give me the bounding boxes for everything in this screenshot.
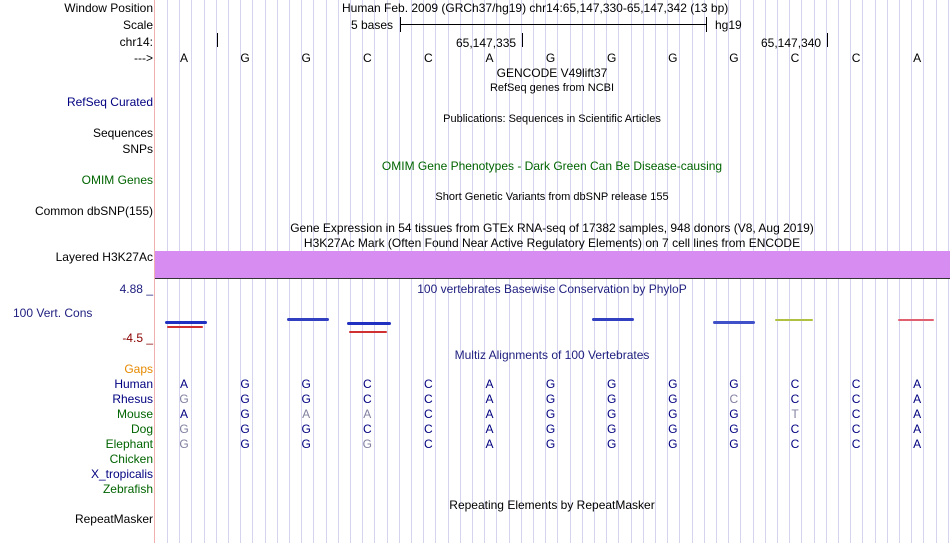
sequence-base: G xyxy=(668,51,678,65)
alignment-base: A xyxy=(485,392,494,406)
track-label-sequences[interactable]: Sequences xyxy=(92,126,153,140)
cons-bar xyxy=(775,319,813,321)
species-label-dog[interactable]: Dog xyxy=(130,422,153,436)
alignment-base: A xyxy=(485,422,494,436)
sequence-base: C xyxy=(424,51,433,65)
sequence-base: C xyxy=(851,51,861,65)
sequence-base: A xyxy=(913,51,922,65)
scale-bar-left-tick xyxy=(400,17,401,32)
scale-label: Scale xyxy=(122,18,153,32)
chrom-label: chr14: xyxy=(119,35,153,49)
alignment-base: A xyxy=(363,407,372,421)
alignment-base: C xyxy=(424,437,433,451)
sequence-base: G xyxy=(240,51,250,65)
alignment-base: G xyxy=(240,407,250,421)
alignment-base: A xyxy=(485,407,494,421)
species-label-zebrafish[interactable]: Zebrafish xyxy=(102,482,153,496)
species-label-human[interactable]: Human xyxy=(114,377,153,391)
alignment-base: G xyxy=(668,422,678,436)
cons-bar-negative xyxy=(349,331,387,333)
alignment-base: G xyxy=(668,407,678,421)
alignment-base: C xyxy=(851,437,861,451)
alignment-base: G xyxy=(240,377,250,391)
track-label-cons[interactable]: 100 Vert. Cons xyxy=(13,306,93,320)
cons-max-label: 4.88 _ xyxy=(119,282,153,296)
publications-title: Publications: Sequences in Scientific Articles xyxy=(443,113,661,125)
alignment-base: G xyxy=(729,437,739,451)
sequence-base: G xyxy=(729,51,739,65)
cons-bar xyxy=(898,319,934,321)
cons-title: 100 vertebrates Basewise Conservation by PhyloP xyxy=(417,282,687,296)
alignment-base: C xyxy=(851,422,861,436)
sequence-base: A xyxy=(485,51,494,65)
alignment-base: A xyxy=(913,437,922,451)
alignment-base: A xyxy=(913,377,922,391)
alignment-base: C xyxy=(851,377,861,391)
track-label-repeatmasker[interactable]: RepeatMasker xyxy=(74,512,153,526)
alignment-base: G xyxy=(301,422,311,436)
alignment-base: G xyxy=(545,392,556,406)
cons-bar xyxy=(165,321,207,324)
alignment-base: G xyxy=(607,392,617,406)
ruler-tick xyxy=(217,33,218,47)
alignment-base: G xyxy=(545,377,556,391)
alignment-base: G xyxy=(607,407,617,421)
ruler-tick xyxy=(827,33,828,47)
sequence-base: A xyxy=(179,51,188,65)
alignment-base: G xyxy=(301,377,311,391)
alignment-base: G xyxy=(545,437,556,451)
track-label-snps[interactable]: SNPs xyxy=(122,142,153,156)
alignment-base: G xyxy=(607,422,617,436)
scale-text: 5 bases xyxy=(351,18,394,32)
alignment-base: G xyxy=(240,392,250,406)
alignment-base: G xyxy=(301,392,311,406)
track-label-refseq[interactable]: RefSeq Curated xyxy=(66,95,153,109)
assembly-label: hg19 xyxy=(715,18,742,32)
alignment-base: C xyxy=(851,392,861,406)
ruler-pos-2: 65,147,340 xyxy=(761,36,822,50)
alignment-base: T xyxy=(791,407,799,421)
alignment-base: A xyxy=(179,377,188,391)
strand-label[interactable]: ---> xyxy=(134,51,153,65)
sequence-base: C xyxy=(362,51,372,65)
ruler-pos-1: 65,147,335 xyxy=(456,36,517,50)
cons-min-label: -4.5 _ xyxy=(122,331,153,345)
alignment-base: G xyxy=(240,437,250,451)
alignment-base: A xyxy=(913,422,922,436)
cons-bar xyxy=(347,322,391,325)
window-position-value: Human Feb. 2009 (GRCh37/hg19) chr14:65,147,330-65,147,342 (13 bp) xyxy=(342,1,729,15)
ruler-tick xyxy=(522,33,523,47)
alignment-base: C xyxy=(362,392,372,406)
alignment-base: G xyxy=(729,377,739,391)
sequence-base: C xyxy=(790,51,800,65)
alignment-base: A xyxy=(179,407,188,421)
alignment-base: C xyxy=(424,377,433,391)
cons-bar xyxy=(713,321,755,324)
alignment-base: C xyxy=(790,437,800,451)
species-label-x_tropicalis[interactable]: X_tropicalis xyxy=(90,467,153,481)
h3k27ac-signal[interactable] xyxy=(155,251,950,279)
alignment-base: G xyxy=(179,437,189,451)
refseq-subtitle: RefSeq genes from NCBI xyxy=(489,82,615,94)
track-label-h3k27ac[interactable]: Layered H3K27Ac xyxy=(55,250,153,264)
alignment-base: G xyxy=(179,422,189,436)
alignment-base: G xyxy=(301,437,311,451)
species-label-mouse[interactable]: Mouse xyxy=(116,407,153,421)
alignment-base: A xyxy=(302,407,311,421)
alignment-base: G xyxy=(729,422,739,436)
alignment-base: C xyxy=(729,392,739,406)
dbsnp-title: Short Genetic Variants from dbSNP release 155 xyxy=(435,191,669,203)
cons-bar-negative xyxy=(167,326,203,328)
alignment-base: G xyxy=(240,422,250,436)
scale-bar xyxy=(400,24,706,25)
alignment-base: C xyxy=(790,392,800,406)
species-label-chicken[interactable]: Chicken xyxy=(109,452,153,466)
alignment-base: G xyxy=(362,437,372,451)
alignment-base: A xyxy=(485,437,494,451)
alignment-base: A xyxy=(913,392,922,406)
gtex-title: Gene Expression in 54 tissues from GTEx RNA-seq of 17382 samples, 948 donors (V8, Aug 2019) xyxy=(290,221,814,235)
alignment-base: G xyxy=(607,437,617,451)
track-label-dbsnp[interactable]: Common dbSNP(155) xyxy=(34,204,153,218)
window-position-label: Window Position xyxy=(64,1,153,15)
sequence-base: G xyxy=(545,51,556,65)
species-label-rhesus[interactable]: Rhesus xyxy=(112,392,153,406)
track-label-gaps[interactable]: Gaps xyxy=(124,362,153,376)
alignment-base: G xyxy=(607,377,617,391)
alignment-base: G xyxy=(179,392,189,406)
alignment-base: C xyxy=(362,422,372,436)
alignment-base: G xyxy=(545,407,556,421)
track-label-omim[interactable]: OMIM Genes xyxy=(81,173,153,187)
alignment-base: C xyxy=(424,422,433,436)
sequence-base: G xyxy=(301,51,311,65)
alignment-base: C xyxy=(790,422,800,436)
alignment-base: C xyxy=(424,407,433,421)
cons-bar xyxy=(287,318,329,321)
alignment-base: A xyxy=(913,407,922,421)
alignment-base: G xyxy=(729,407,739,421)
gencode-title[interactable]: GENCODE V49lift37 xyxy=(496,66,608,80)
alignment-base: G xyxy=(668,392,678,406)
species-label-elephant[interactable]: Elephant xyxy=(105,437,153,451)
alignment-base: C xyxy=(424,392,433,406)
omim-title: OMIM Gene Phenotypes - Dark Green Can Be Disease-causing xyxy=(381,159,723,173)
alignment-base: C xyxy=(790,377,800,391)
alignment-base: G xyxy=(545,422,556,436)
scale-bar-right-tick xyxy=(706,17,707,32)
sequence-base: G xyxy=(607,51,617,65)
multiz-title: Multiz Alignments of 100 Vertebrates xyxy=(454,348,650,362)
alignment-base: C xyxy=(362,377,372,391)
alignment-base: A xyxy=(485,377,494,391)
alignment-base: C xyxy=(851,407,861,421)
alignment-base: G xyxy=(668,437,678,451)
cons-bar xyxy=(592,318,634,321)
h3k-title: H3K27Ac Mark (Often Found Near Active Regulatory Elements) on 7 cell lines from ENCODE xyxy=(303,236,801,250)
repeat-title: Repeating Elements by RepeatMasker xyxy=(449,498,655,512)
alignment-base: G xyxy=(668,377,678,391)
